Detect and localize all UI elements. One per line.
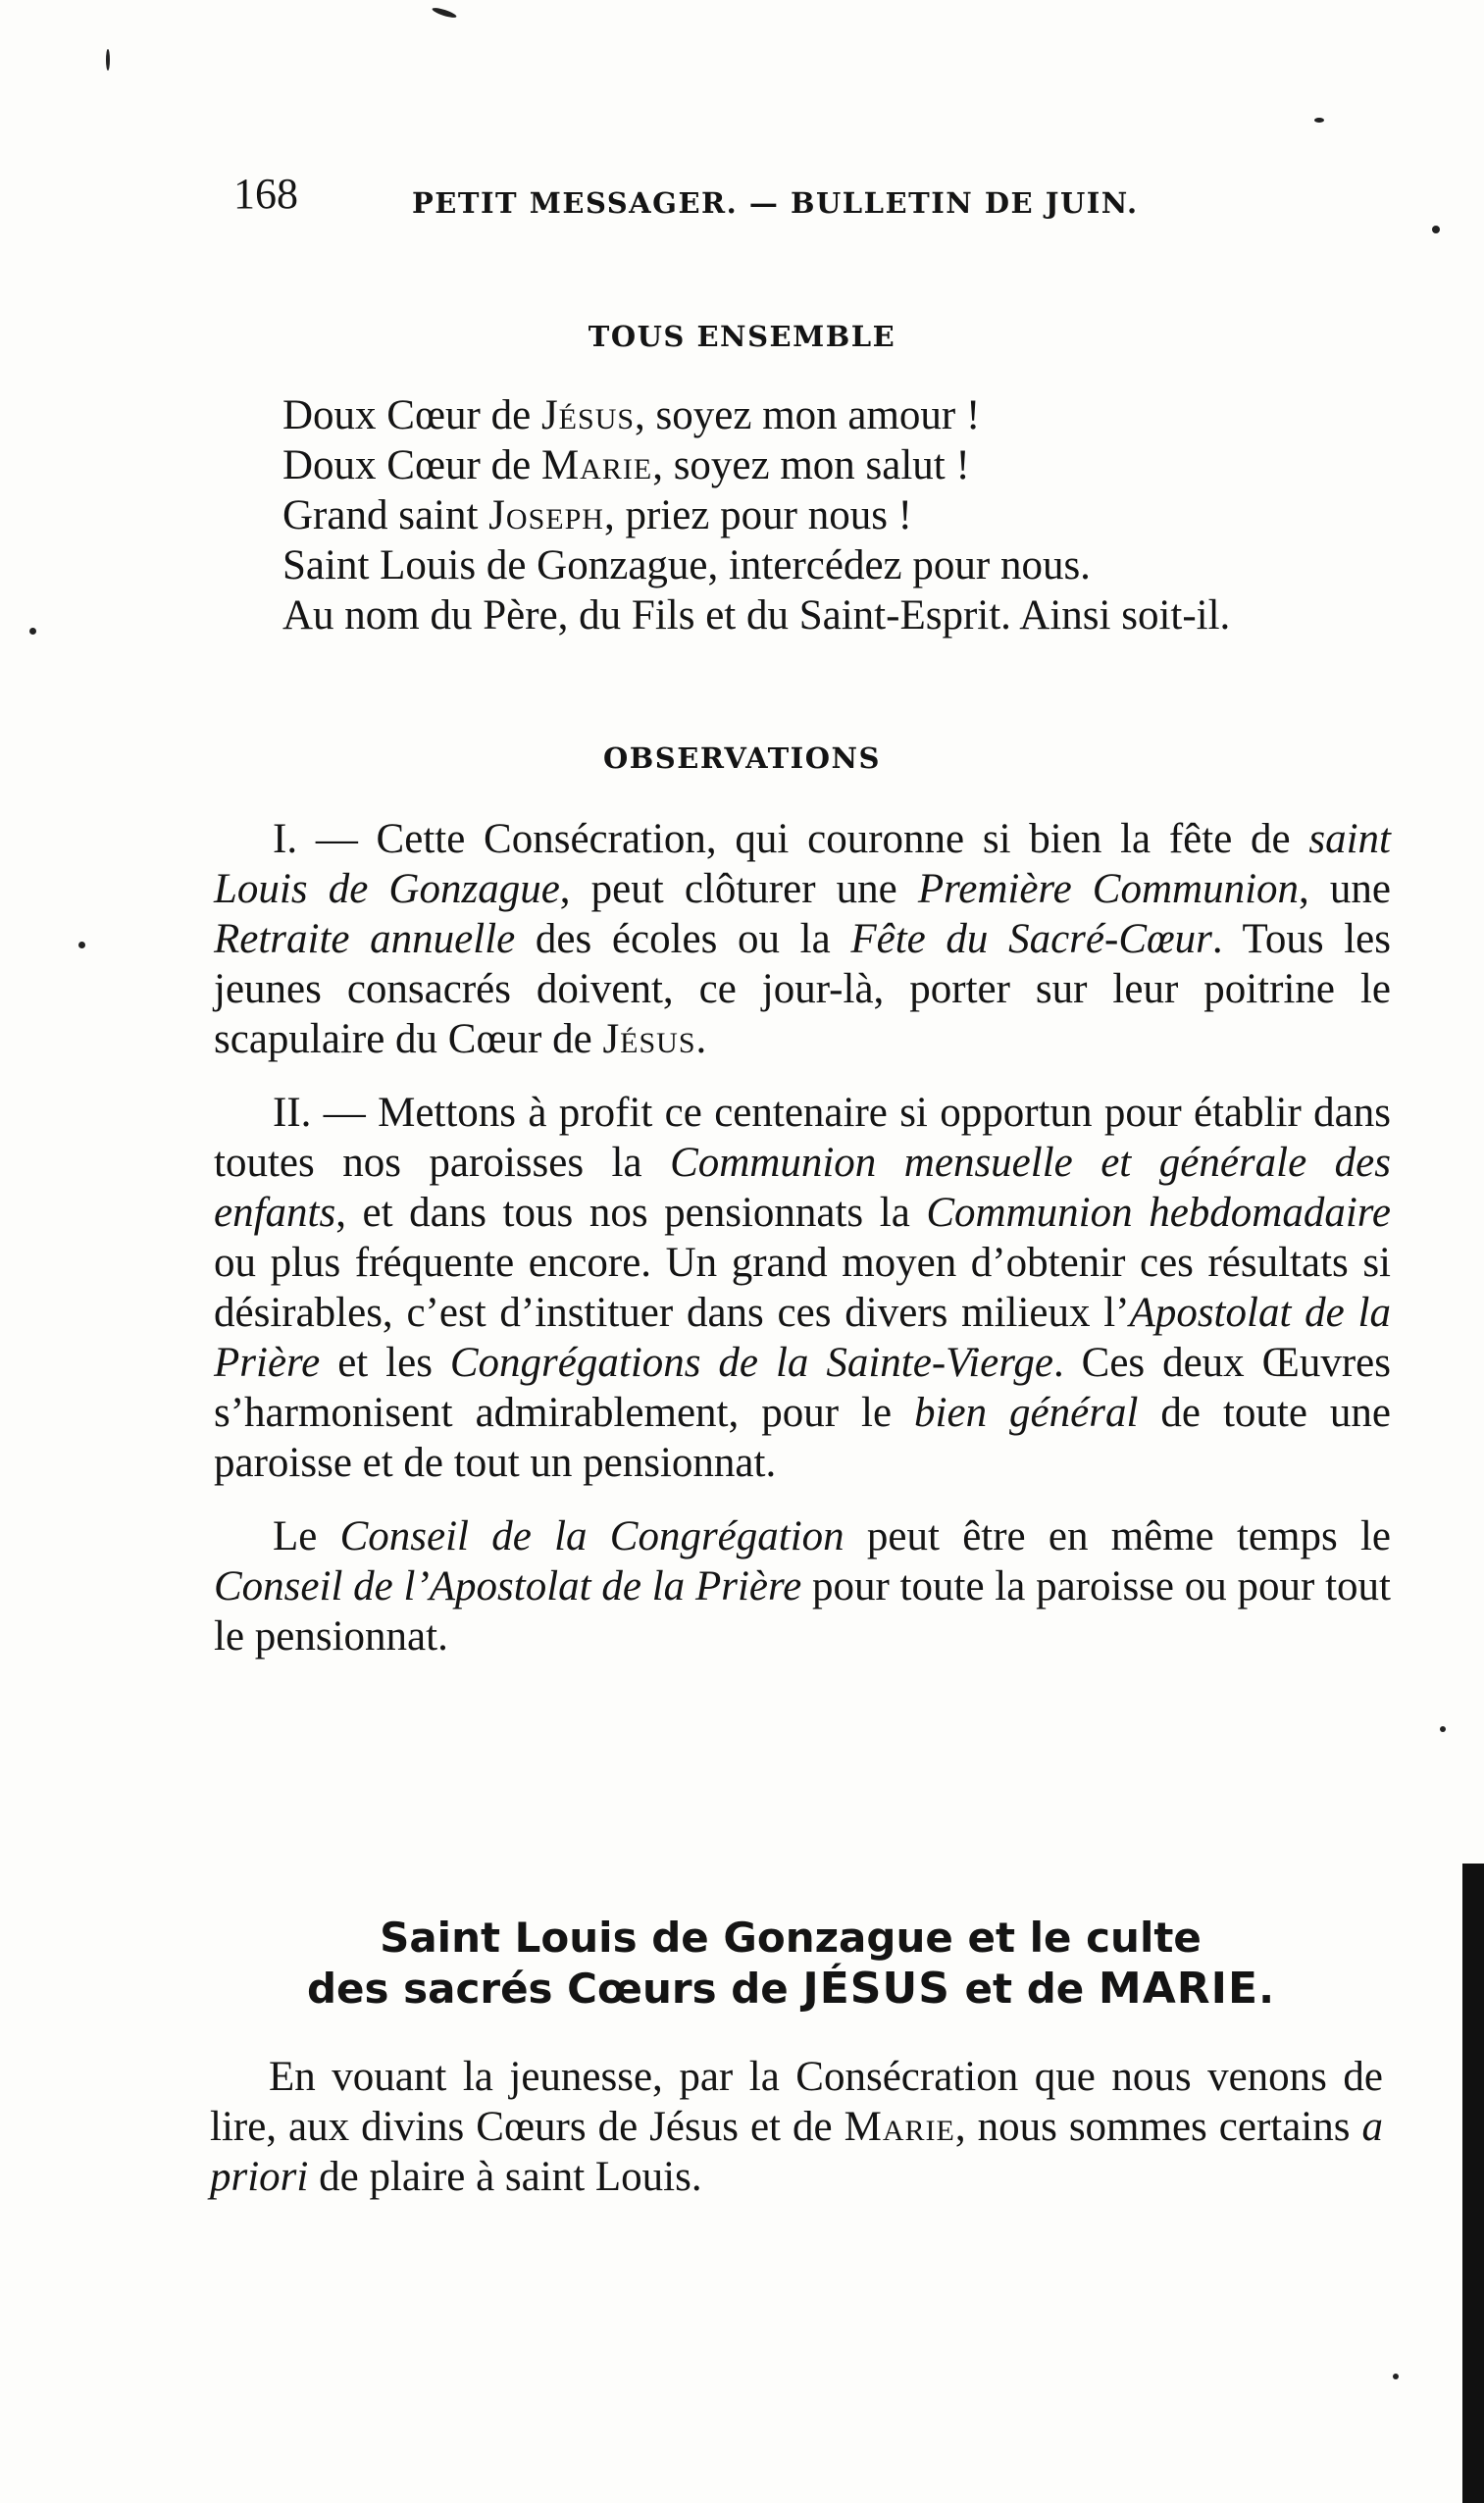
scan-speck xyxy=(1432,226,1440,233)
observation-paragraph-3: Le Conseil de la Congrégation peut être en même temps le Conseil de l’Apostolat de la Prière pour toute la paroisse ou pour tout le pensionnat. xyxy=(214,1513,1392,1660)
scan-speck xyxy=(432,6,458,20)
heading-tous-ensemble: TOUS ENSEMBLE xyxy=(588,320,896,353)
prayer-line: Saint Louis de Gonzague, intercédez pour nous. xyxy=(282,542,1091,588)
scan-speck xyxy=(106,49,110,71)
section-title-line-1: Saint Louis de Gonzague et le culte xyxy=(380,1914,1202,1962)
page-number: 168 xyxy=(233,170,298,218)
observation-paragraph-2: II. — Mettons à profit ce centenaire si opportun pour établir dans toutes nos paroisses la Communion mensuelle et générale des enfants, et dans tous nos pensionnats la Communion hebdomadaire ou plus fréquente encore. Un grand moyen d’obtenir ces résultats si désirables, c’est d’instituer dans ces divers milieux l’Apostolat de la Prière et les Congrégations de la Sainte-Vierge. Ces deux Œuvres s’harmonisent admirablement, pour le bien général de toute une paroisse et de tout un pensionnat. xyxy=(214,1090,1391,1486)
prayer-line: Au nom du Père, du Fils et du Saint-Esprit. Ainsi soit-il. xyxy=(282,592,1231,639)
scan-speck xyxy=(1393,2374,1399,2379)
heading-observations: OBSERVATIONS xyxy=(603,741,881,775)
prayer-block xyxy=(212,390,1407,640)
prayer-line: Doux Cœur de Marie, soyez mon salut ! xyxy=(282,442,970,488)
running-head: PETIT MESSAGER. — BULLETIN DE JUIN. xyxy=(412,186,1139,220)
scan-speck xyxy=(1314,118,1324,123)
observation-paragraph-1: I. — Cette Consécration, qui couronne si bien la fête de saint Louis de Gonzague, peut clôturer une Première Communion, une Retraite annuelle des écoles ou la Fête du Sacré-Cœur. Tous les jeunes consacrés doivent, ce jour-là, porter sur leur poitrine le scapulaire du Cœur de Jésus. xyxy=(214,816,1391,1062)
observations-body xyxy=(214,814,1391,1685)
section-title-line-2: des sacrés Cœurs de JÉSUS et de MARIE. xyxy=(306,1964,1275,2014)
section-body xyxy=(210,2052,1383,2202)
scan-edge-shadow xyxy=(1462,1864,1484,2503)
scan-speck xyxy=(78,942,85,948)
section-paragraph: En vouant la jeunesse, par la Consécration que nous venons de lire, aux divins Cœurs de Jésus et de Marie, nous sommes certains a priori de plaire à saint Louis. xyxy=(210,2054,1383,2200)
scan-speck xyxy=(1440,1726,1446,1732)
page-header xyxy=(233,165,1254,233)
section-title xyxy=(202,1913,1379,2015)
scan-speck xyxy=(29,628,36,635)
prayer-line: Doux Cœur de Jésus, soyez mon amour ! xyxy=(282,392,981,438)
prayer-line: Grand saint Joseph, priez pour nous ! xyxy=(282,492,912,538)
